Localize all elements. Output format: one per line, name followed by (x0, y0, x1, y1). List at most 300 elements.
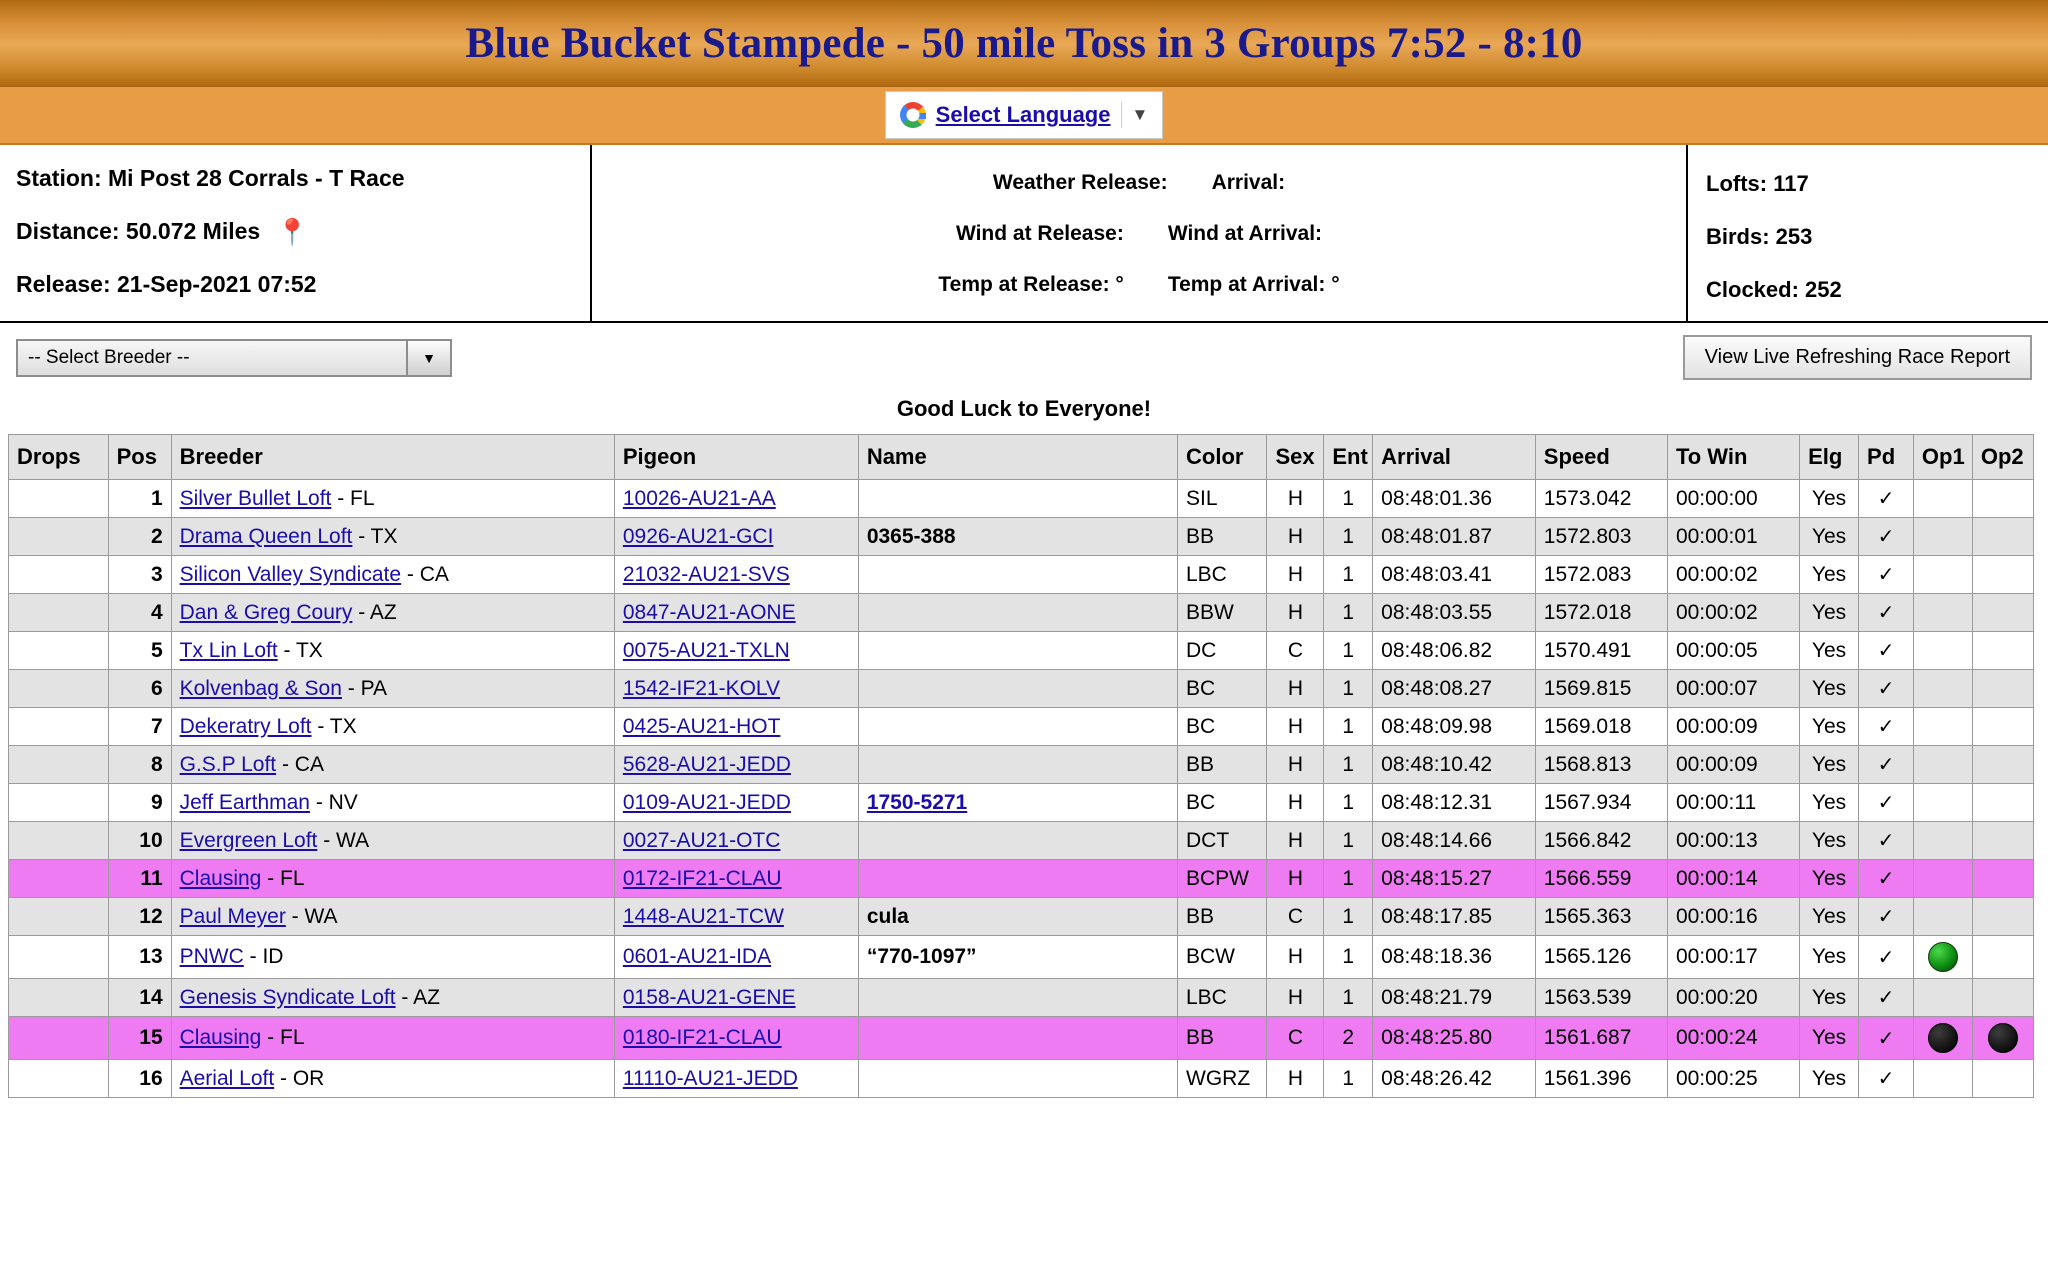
check-icon: ✓ (1877, 488, 1895, 510)
check-icon: ✓ (1877, 1027, 1895, 1050)
pigeon-link[interactable]: 0847-AU21-AONE (622, 600, 796, 624)
cell-breeder[interactable] (171, 822, 614, 860)
cell-elg: Yes (1800, 632, 1859, 670)
col-pos[interactable]: Pos (108, 435, 171, 480)
cell-towin: 00:00:25 (1667, 1060, 1799, 1098)
cell-towin: 00:00:11 (1667, 784, 1799, 822)
col-elg[interactable]: Elg (1800, 435, 1859, 480)
wind-row (608, 222, 1670, 246)
cell-towin: 00:00:01 (1667, 518, 1799, 556)
cell-drops (9, 936, 109, 979)
cell-drops (9, 1017, 109, 1060)
cell-pd (1859, 979, 1914, 1017)
cell-drops (9, 670, 109, 708)
cell-speed: 1573.042 (1535, 480, 1667, 518)
select-language-link[interactable]: Select Language (935, 102, 1111, 127)
cell-speed: 1561.687 (1535, 1017, 1667, 1060)
table-row (9, 556, 2034, 594)
cell-op2 (1972, 708, 2033, 746)
col-pigeon[interactable]: Pigeon (614, 435, 858, 480)
col-color[interactable]: Color (1178, 435, 1267, 480)
col-name[interactable]: Name (858, 435, 1177, 480)
pigeon-link[interactable]: 0172-IF21-CLAU (622, 866, 782, 890)
cell-breeder[interactable] (171, 1060, 614, 1098)
breeder-link[interactable]: Aerial Loft (179, 1066, 275, 1090)
cell-name (858, 746, 1177, 784)
cell-color: BBW (1178, 594, 1267, 632)
map-pin-icon[interactable]: 📍 (276, 216, 309, 247)
check-icon: ✓ (1877, 1068, 1895, 1090)
station-text: Station: Mi Post 28 Corrals - T Race (16, 165, 405, 191)
cell-color: BB (1178, 1017, 1267, 1060)
cell-towin: 00:00:07 (1667, 670, 1799, 708)
cell-breeder[interactable] (171, 936, 614, 979)
cell-arrival: 08:48:12.31 (1373, 784, 1536, 822)
cell-op2 (1972, 936, 2033, 979)
cell-pigeon[interactable] (614, 594, 858, 632)
col-breeder[interactable]: Breeder (171, 435, 614, 480)
cell-op2 (1972, 746, 2033, 784)
breeder-state: - TX (311, 714, 357, 738)
cell-color: BC (1178, 708, 1267, 746)
cell-speed: 1570.491 (1535, 632, 1667, 670)
pigeon-name: 0365-388 (866, 524, 956, 548)
pigeon-name: cula (866, 904, 909, 928)
check-icon: ✓ (1877, 678, 1895, 700)
cell-pos: 1 (108, 480, 171, 518)
control-bar (0, 323, 2048, 390)
cell-op1 (1913, 822, 1972, 860)
cell-ent: 1 (1324, 746, 1373, 784)
cell-sex: H (1267, 860, 1324, 898)
cell-pigeon[interactable] (614, 670, 858, 708)
cell-pigeon[interactable] (614, 1060, 858, 1098)
check-icon: ✓ (1877, 987, 1895, 1009)
pigeon-link[interactable]: 0027-AU21-OTC (622, 828, 781, 852)
breeder-link[interactable]: Jeff Earthman (179, 790, 310, 814)
wind-arrival-label: Wind at Arrival: (1167, 222, 1323, 245)
cell-breeder[interactable] (171, 556, 614, 594)
cell-color: DCT (1178, 822, 1267, 860)
table-row (9, 708, 2034, 746)
table-row (9, 898, 2034, 936)
cell-color: WGRZ (1178, 1060, 1267, 1098)
cell-color: BC (1178, 670, 1267, 708)
station-line (16, 165, 574, 192)
cell-speed: 1565.363 (1535, 898, 1667, 936)
clocked-count: Clocked: 252 (1706, 277, 1842, 302)
cell-elg: Yes (1800, 518, 1859, 556)
breeder-state: - AZ (352, 600, 397, 624)
cell-pd (1859, 784, 1914, 822)
distance-line (16, 218, 574, 245)
cell-elg: Yes (1800, 670, 1859, 708)
cell-pos: 6 (108, 670, 171, 708)
col-drops[interactable]: Drops (9, 435, 109, 480)
cell-pos: 10 (108, 822, 171, 860)
check-icon: ✓ (1877, 640, 1895, 662)
cell-pigeon[interactable] (614, 746, 858, 784)
cell-elg: Yes (1800, 1060, 1859, 1098)
lofts-count: Lofts: 117 (1706, 171, 1809, 196)
cell-color: LBC (1178, 556, 1267, 594)
results-body (9, 480, 2034, 1098)
cell-drops (9, 480, 109, 518)
cell-op2 (1972, 784, 2033, 822)
cell-color: BCW (1178, 936, 1267, 979)
cell-sex: H (1267, 979, 1324, 1017)
cell-pigeon[interactable] (614, 518, 858, 556)
cell-op1 (1913, 746, 1972, 784)
breeder-link[interactable]: Kolvenbag & Son (179, 676, 342, 700)
cell-pigeon[interactable] (614, 784, 858, 822)
counts-info (1688, 145, 2048, 321)
cell-name (858, 556, 1177, 594)
cell-pos: 7 (108, 708, 171, 746)
cell-pd (1859, 746, 1914, 784)
pigeon-link[interactable]: 1542-IF21-KOLV (622, 676, 781, 700)
cell-sex: H (1267, 480, 1324, 518)
cell-breeder[interactable] (171, 594, 614, 632)
cell-breeder[interactable] (171, 979, 614, 1017)
pigeon-link[interactable]: 5628-AU21-JEDD (622, 752, 791, 776)
breeder-link[interactable]: Dekeratry Loft (179, 714, 312, 738)
cell-pd (1859, 936, 1914, 979)
cell-elg: Yes (1800, 936, 1859, 979)
breeder-link[interactable]: Silicon Valley Syndicate (179, 562, 402, 586)
cell-arrival: 08:48:26.42 (1373, 1060, 1536, 1098)
pigeon-link[interactable]: 0109-AU21-JEDD (622, 790, 791, 814)
cell-breeder[interactable] (171, 480, 614, 518)
breeder-link[interactable]: Drama Queen Loft (179, 524, 353, 548)
cell-ent: 1 (1324, 822, 1373, 860)
cell-elg: Yes (1800, 860, 1859, 898)
cell-pd (1859, 1017, 1914, 1060)
cell-op1 (1913, 784, 1972, 822)
pigeon-link[interactable]: 21032-AU21-SVS (622, 562, 790, 586)
view-live-report-button[interactable]: View Live Refreshing Race Report (1683, 335, 2032, 380)
cell-pigeon[interactable] (614, 556, 858, 594)
breeder-link[interactable]: Silver Bullet Loft (179, 486, 332, 510)
cell-color: BC (1178, 784, 1267, 822)
check-icon: ✓ (1877, 946, 1895, 969)
cell-elg: Yes (1800, 822, 1859, 860)
cell-breeder[interactable] (171, 784, 614, 822)
cell-drops (9, 746, 109, 784)
cell-name (858, 936, 1177, 979)
cell-pos: 3 (108, 556, 171, 594)
cell-pd (1859, 898, 1914, 936)
google-g-icon (900, 102, 926, 128)
divider (1121, 102, 1122, 128)
cell-sex: H (1267, 518, 1324, 556)
col-ent[interactable]: Ent (1324, 435, 1373, 480)
cell-pos: 14 (108, 979, 171, 1017)
cell-name (858, 1060, 1177, 1098)
check-icon: ✓ (1877, 564, 1895, 586)
table-header-row (9, 435, 2034, 480)
dark-dot-icon (1928, 1023, 1958, 1053)
cell-pos: 15 (108, 1017, 171, 1060)
cell-ent: 1 (1324, 898, 1373, 936)
weather-release-label: Weather Release: (992, 171, 1168, 194)
cell-op2 (1972, 670, 2033, 708)
table-row (9, 1017, 2034, 1060)
cell-arrival: 08:48:01.87 (1373, 518, 1536, 556)
col-arrival[interactable]: Arrival (1373, 435, 1536, 480)
cell-speed: 1572.803 (1535, 518, 1667, 556)
breeder-state: - AZ (395, 985, 440, 1009)
pigeon-link[interactable]: 0075-AU21-TXLN (622, 638, 790, 662)
breeder-state: - NV (309, 790, 358, 814)
cell-drops (9, 784, 109, 822)
cell-arrival: 08:48:08.27 (1373, 670, 1536, 708)
chevron-down-icon[interactable]: ▼ (406, 341, 450, 375)
cell-pigeon[interactable] (614, 860, 858, 898)
cell-sex: H (1267, 822, 1324, 860)
cell-ent: 1 (1324, 784, 1373, 822)
cell-op2 (1972, 556, 2033, 594)
cell-color: LBC (1178, 979, 1267, 1017)
cell-breeder[interactable] (171, 898, 614, 936)
col-speed[interactable]: Speed (1535, 435, 1667, 480)
cell-arrival: 08:48:25.80 (1373, 1017, 1536, 1060)
breeder-link[interactable]: PNWC (179, 945, 244, 968)
cell-sex: H (1267, 936, 1324, 979)
cell-drops (9, 594, 109, 632)
breeder-state: - TX (352, 524, 398, 548)
breeder-link[interactable]: Genesis Syndicate Loft (179, 985, 396, 1009)
cell-elg: Yes (1800, 480, 1859, 518)
check-icon: ✓ (1877, 868, 1895, 890)
pigeon-link[interactable]: 0158-AU21-GENE (622, 985, 796, 1009)
cell-towin: 00:00:24 (1667, 1017, 1799, 1060)
check-icon: ✓ (1877, 830, 1895, 852)
cell-color: BCPW (1178, 860, 1267, 898)
google-translate-widget[interactable] (885, 91, 1164, 139)
cell-towin: 00:00:00 (1667, 480, 1799, 518)
col-towin[interactable]: To Win (1667, 435, 1799, 480)
cell-pd (1859, 708, 1914, 746)
cell-pd (1859, 632, 1914, 670)
cell-name (858, 670, 1177, 708)
birds-count: Birds: 253 (1706, 224, 1813, 249)
pigeon-link[interactable]: 1448-AU21-TCW (622, 904, 784, 928)
breeder-state: - FL (331, 486, 375, 510)
cell-ent: 1 (1324, 594, 1373, 632)
cell-op2 (1972, 480, 2033, 518)
cell-pos: 13 (108, 936, 171, 979)
cell-pigeon[interactable] (614, 480, 858, 518)
cell-speed: 1563.539 (1535, 979, 1667, 1017)
cell-name (858, 594, 1177, 632)
cell-op2 (1972, 594, 2033, 632)
cell-color: BB (1178, 746, 1267, 784)
cell-arrival: 08:48:14.66 (1373, 822, 1536, 860)
breeder-state: - OR (274, 1066, 325, 1090)
cell-elg: Yes (1800, 784, 1859, 822)
breeder-link[interactable]: Paul Meyer (179, 904, 286, 928)
cell-pigeon[interactable] (614, 1017, 858, 1060)
release-line (16, 271, 574, 298)
cell-name (858, 480, 1177, 518)
cell-towin: 00:00:20 (1667, 979, 1799, 1017)
cell-drops (9, 822, 109, 860)
cell-drops (9, 898, 109, 936)
cell-op1 (1913, 518, 1972, 556)
cell-sex: H (1267, 746, 1324, 784)
cell-pd (1859, 594, 1914, 632)
cell-pos: 12 (108, 898, 171, 936)
cell-towin: 00:00:13 (1667, 822, 1799, 860)
distance-text: Distance: 50.072 Miles (16, 218, 261, 244)
cell-towin: 00:00:05 (1667, 632, 1799, 670)
dark-dot-icon (1988, 1023, 2018, 1053)
cell-op1 (1913, 632, 1972, 670)
pigeon-link[interactable]: 0180-IF21-CLAU (622, 1026, 782, 1049)
breeder-link[interactable]: Clausing (179, 866, 262, 890)
cell-op2 (1972, 979, 2033, 1017)
pigeon-link[interactable]: 0926-AU21-GCI (622, 524, 774, 548)
breeder-state: - ID (243, 945, 284, 968)
cell-pigeon[interactable] (614, 632, 858, 670)
cell-elg: Yes (1800, 979, 1859, 1017)
cell-drops (9, 518, 109, 556)
cell-breeder[interactable] (171, 860, 614, 898)
cell-ent: 1 (1324, 480, 1373, 518)
col-op2[interactable]: Op2 (1972, 435, 2033, 480)
cell-pos: 5 (108, 632, 171, 670)
cell-speed: 1566.559 (1535, 860, 1667, 898)
cell-ent: 1 (1324, 556, 1373, 594)
page-title: Blue Bucket Stampede - 50 mile Toss in 3 Groups 7:52 - 8:10 (465, 19, 1583, 67)
title-banner (0, 0, 2048, 87)
arrival-label: Arrival: (1211, 171, 1286, 194)
results-table (8, 434, 2034, 1098)
weather-release-row (608, 171, 1670, 195)
pigeon-name[interactable]: 1750-5271 (866, 790, 968, 814)
cell-speed: 1569.815 (1535, 670, 1667, 708)
col-pd[interactable]: Pd (1859, 435, 1914, 480)
cell-pigeon[interactable] (614, 979, 858, 1017)
cell-pos: 11 (108, 860, 171, 898)
breeder-link[interactable]: Evergreen Loft (179, 828, 318, 852)
cell-pigeon[interactable] (614, 708, 858, 746)
col-sex[interactable]: Sex (1267, 435, 1324, 480)
pigeon-link[interactable]: 11110-AU21-JEDD (622, 1066, 798, 1090)
cell-speed: 1569.018 (1535, 708, 1667, 746)
cell-op2 (1972, 518, 2033, 556)
cell-name (858, 860, 1177, 898)
breeder-select-value: -- Select Breeder -- (28, 346, 190, 368)
breeder-state: - FL (261, 866, 305, 890)
cell-op1 (1913, 979, 1972, 1017)
cell-op1 (1913, 1060, 1972, 1098)
cell-ent: 1 (1324, 860, 1373, 898)
cell-op1 (1913, 556, 1972, 594)
table-row (9, 979, 2034, 1017)
cell-breeder[interactable] (171, 518, 614, 556)
cell-arrival: 08:48:09.98 (1373, 708, 1536, 746)
cell-speed: 1566.842 (1535, 822, 1667, 860)
breeder-link[interactable]: Tx Lin Loft (179, 638, 278, 662)
cell-ent: 2 (1324, 1017, 1373, 1060)
cell-speed: 1568.813 (1535, 746, 1667, 784)
cell-speed: 1572.018 (1535, 594, 1667, 632)
cell-towin: 00:00:16 (1667, 898, 1799, 936)
check-icon: ✓ (1877, 602, 1895, 624)
cell-op1 (1913, 1017, 1972, 1060)
cell-pd (1859, 518, 1914, 556)
cell-pd (1859, 860, 1914, 898)
cell-pd (1859, 480, 1914, 518)
temp-arrival-label: Temp at Arrival: ° (1167, 273, 1340, 296)
table-row (9, 1060, 2034, 1098)
breeder-link[interactable]: G.S.P Loft (179, 752, 277, 776)
cell-breeder[interactable] (171, 1017, 614, 1060)
table-row (9, 822, 2034, 860)
cell-speed: 1572.083 (1535, 556, 1667, 594)
green-dot-icon (1928, 942, 1958, 972)
cell-ent: 1 (1324, 979, 1373, 1017)
cell-drops (9, 708, 109, 746)
cell-sex: H (1267, 784, 1324, 822)
chevron-down-icon[interactable]: ▼ (1131, 105, 1149, 124)
cell-name (858, 518, 1177, 556)
table-row (9, 746, 2034, 784)
cell-elg: Yes (1800, 1017, 1859, 1060)
cell-towin: 00:00:17 (1667, 936, 1799, 979)
cell-op1 (1913, 670, 1972, 708)
cell-breeder[interactable] (171, 708, 614, 746)
cell-name (858, 1017, 1177, 1060)
cell-name (858, 979, 1177, 1017)
breeder-link[interactable]: Dan & Greg Coury (179, 600, 353, 624)
cell-pd (1859, 1060, 1914, 1098)
check-icon: ✓ (1877, 526, 1895, 548)
temp-release-label: Temp at Release: ° (938, 273, 1124, 296)
cell-sex: C (1267, 898, 1324, 936)
cell-sex: C (1267, 1017, 1324, 1060)
cell-name (858, 784, 1177, 822)
breeder-state: - FL (261, 1026, 305, 1049)
cell-breeder[interactable] (171, 670, 614, 708)
cell-ent: 1 (1324, 518, 1373, 556)
pigeon-link[interactable]: 10026-AU21-AA (622, 486, 776, 510)
cell-pigeon[interactable] (614, 936, 858, 979)
cell-arrival: 08:48:03.41 (1373, 556, 1536, 594)
cell-breeder[interactable] (171, 632, 614, 670)
cell-op1 (1913, 594, 1972, 632)
cell-sex: H (1267, 708, 1324, 746)
cell-op1 (1913, 936, 1972, 979)
cell-color: BB (1178, 898, 1267, 936)
breeder-select[interactable] (16, 339, 452, 377)
cell-elg: Yes (1800, 708, 1859, 746)
cell-pigeon[interactable] (614, 822, 858, 860)
cell-pigeon[interactable] (614, 898, 858, 936)
pigeon-link[interactable]: 0601-AU21-IDA (622, 945, 772, 968)
cell-pos: 9 (108, 784, 171, 822)
good-luck-message: Good Luck to Everyone! (896, 396, 1152, 421)
col-op1[interactable]: Op1 (1913, 435, 1972, 480)
pigeon-link[interactable]: 0425-AU21-HOT (622, 714, 781, 738)
breeder-link[interactable]: Clausing (179, 1026, 262, 1049)
cell-drops (9, 632, 109, 670)
cell-pd (1859, 556, 1914, 594)
cell-breeder[interactable] (171, 746, 614, 784)
cell-sex: H (1267, 594, 1324, 632)
